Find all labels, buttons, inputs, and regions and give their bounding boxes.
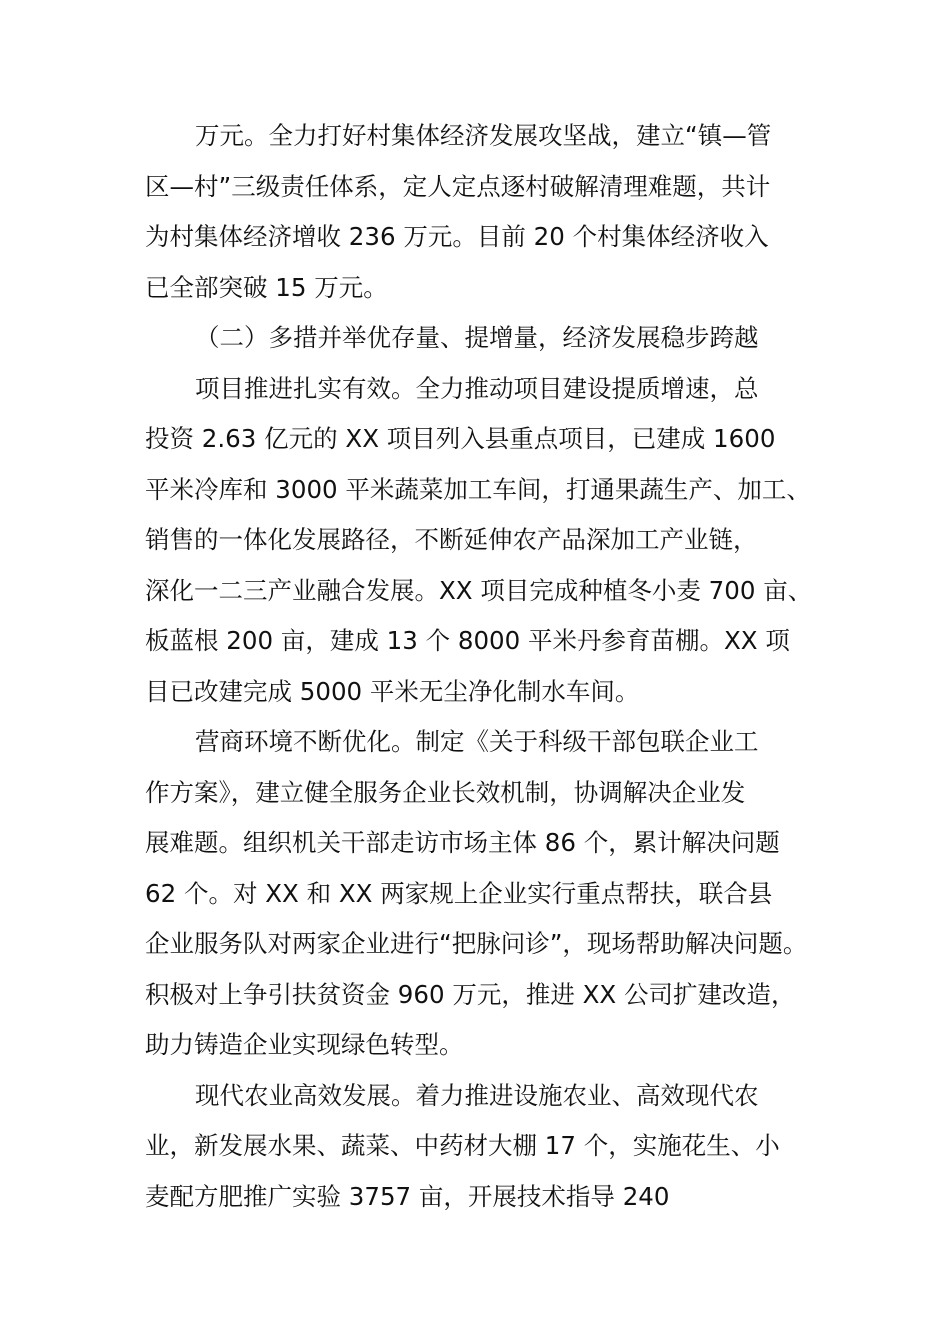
paragraph-line: 区—村”三级责任体系，定人定点逐村破解清理难题，共计 <box>145 172 771 201</box>
paragraph-line: 现代农业高效发展。着力推进设施农业、高效现代农 <box>195 1081 759 1110</box>
paragraph-line: 投资 2.63 亿元的 XX 项目列入县重点项目，已建成 1600 <box>145 424 776 453</box>
paragraph-line: 目已改建完成 5000 平米无尘净化制水车间。 <box>145 677 640 706</box>
section-heading: （二）多措并举优存量、提增量，经济发展稳步跨越 <box>195 323 759 352</box>
paragraph-line: 展难题。组织机关干部走访市场主体 86 个，累计解决问题 <box>145 828 780 857</box>
paragraph-line: 已全部突破 15 万元。 <box>145 273 388 302</box>
paragraph-line: 板蓝根 200 亩，建成 13 个 8000 平米丹参育苗棚。XX 项 <box>145 626 790 655</box>
paragraph-line: 企业服务队对两家企业进行“把脉问诊”，现场帮助解决问题。 <box>145 929 808 958</box>
paragraph-line: 作方案》，建立健全服务企业长效机制，协调解决企业发 <box>145 778 746 807</box>
paragraph-line: 业，新发展水果、蔬菜、中药材大棚 17 个，实施花生、小 <box>145 1131 780 1160</box>
paragraph-line: 麦配方肥推广实验 3757 亩，开展技术指导 240 <box>145 1182 670 1211</box>
paragraph-line: 营商环境不断优化。制定《关于科级干部包联企业工 <box>195 727 759 756</box>
paragraph-line: 为村集体经济增收 236 万元。目前 20 个村集体经济收入 <box>145 222 769 251</box>
paragraph-line: 平米冷库和 3000 平米蔬菜加工车间，打通果蔬生产、加工、 <box>145 475 811 504</box>
paragraph-line: 销售的一体化发展路径，不断延伸农产品深加工产业链， <box>145 525 758 554</box>
paragraph-line: 积极对上争引扶贫资金 960 万元，推进 XX 公司扩建改造， <box>145 980 796 1009</box>
paragraph-line: 62 个。对 XX 和 XX 两家规上企业实行重点帮扶，联合县 <box>145 879 773 908</box>
paragraph-line: 项目推进扎实有效。全力推动项目建设提质增速，总 <box>195 374 759 403</box>
paragraph-line: 深化一二三产业融合发展。XX 项目完成种植冬小麦 700 亩、 <box>145 576 813 605</box>
paragraph-line: 万元。全力打好村集体经济发展攻坚战，建立“镇—管 <box>195 121 772 150</box>
paragraph-line: 助力铸造企业实现绿色转型。 <box>145 1030 464 1059</box>
